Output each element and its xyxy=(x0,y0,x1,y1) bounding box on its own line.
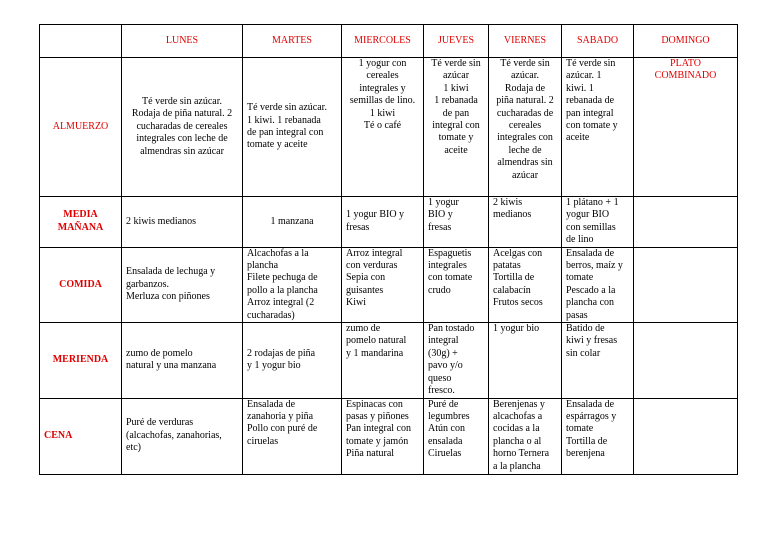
cell-line: 1 yogur bio xyxy=(493,323,540,335)
meal-label-cena: CENA xyxy=(40,398,122,474)
cell-cena-domingo xyxy=(634,398,738,474)
cell-line: tomate y aceite xyxy=(247,139,308,151)
cell-line: tomate xyxy=(566,423,594,435)
cell-line: azúcar xyxy=(442,70,470,82)
cell-line: Ensalada de xyxy=(566,247,615,259)
cell-line: a la plancha xyxy=(493,460,541,472)
cell-line: 1 kiwi xyxy=(369,107,396,119)
cell-line: integral xyxy=(428,335,459,347)
cell-cena-lunes xyxy=(122,398,243,474)
cell-almuerzo-domingo xyxy=(634,58,738,197)
cell-line: (alcachofas, zanahorias, xyxy=(126,429,222,441)
cell-line: Puré de verduras xyxy=(126,417,194,429)
cell-line: (30g) + xyxy=(428,347,458,359)
cell-line: almendras sin xyxy=(497,157,553,169)
cell-line: ensalada xyxy=(428,435,463,447)
cell-line: Rodaja de xyxy=(504,82,546,94)
cell-line: 1 yogur BIO y xyxy=(346,209,405,221)
cell-almuerzo-viernes xyxy=(489,58,562,197)
cell-cena-sabado xyxy=(562,398,634,474)
cell-line: almendras sin azúcar xyxy=(140,145,224,157)
cell-line: Ensalada de xyxy=(566,398,615,410)
header-row xyxy=(40,25,738,58)
cell-comida-miercoles xyxy=(342,247,424,322)
cell-merienda-jueves xyxy=(424,323,489,398)
cell-almuerzo-miercoles xyxy=(342,58,424,197)
cell-line: kiwi y fresas xyxy=(566,335,618,347)
day-header-lunes: LUNES xyxy=(122,25,243,58)
cell-line: Berenjenas y xyxy=(493,398,545,410)
cell-media-lunes xyxy=(122,197,243,248)
day-header-miercoles: MIERCOLES xyxy=(342,25,424,58)
cell-line: Rodaja de piña natural. 2 xyxy=(131,108,233,120)
cell-line: 1 plátano + 1 xyxy=(566,197,619,208)
cell-media-miercoles xyxy=(342,197,424,248)
cell-line: sin colar xyxy=(566,347,601,359)
cell-line: crudo xyxy=(428,284,451,296)
corner-cell xyxy=(40,25,122,58)
row-comida xyxy=(40,247,738,322)
cell-line: COMBINADO xyxy=(654,70,717,82)
cell-line: zanahoria y piña xyxy=(247,410,314,422)
row-almuerzo xyxy=(40,58,738,197)
cell-line: berenjena xyxy=(566,448,605,460)
cell-merienda-viernes xyxy=(489,323,562,398)
cell-comida-martes xyxy=(243,247,342,322)
cell-line: semillas de lino. xyxy=(349,95,416,107)
cell-line: Frutos secos xyxy=(493,297,543,309)
cell-media-jueves xyxy=(424,197,489,248)
cell-line: Alcachofas a la xyxy=(247,247,309,259)
cell-line: cucharadas de cereales xyxy=(136,120,228,132)
cell-line: espárragos y xyxy=(566,410,617,422)
cell-line: Té verde sin xyxy=(500,58,550,69)
cell-line: cocidas a la xyxy=(493,423,540,435)
cell-line: pan integral xyxy=(566,107,614,119)
cell-line: rebanada de xyxy=(566,95,615,107)
meal-label-merienda: MERIENDA xyxy=(40,323,122,398)
cell-cena-jueves xyxy=(424,398,489,474)
cell-merienda-miercoles xyxy=(342,323,424,398)
cell-line: Pan tostado xyxy=(428,323,475,335)
cell-line: Filete pechuga de xyxy=(247,272,318,284)
cell-line: alcachofas a xyxy=(493,410,543,422)
cell-line: 1 yogur xyxy=(428,197,459,208)
cell-line: integrales y xyxy=(359,82,406,94)
cell-line: Ciruelas xyxy=(428,448,462,460)
cell-line: Piña natural xyxy=(346,448,395,460)
cell-line: cereales xyxy=(366,70,399,82)
cell-line: integral con xyxy=(432,120,480,132)
cell-line: 1 kiwi. 1 rebanada xyxy=(247,114,321,126)
cell-line: y 1 yogur bio xyxy=(247,360,301,372)
cell-line: MAÑANA xyxy=(57,221,104,233)
day-header-jueves: JUEVES xyxy=(424,25,489,58)
cell-media-sabado xyxy=(562,197,634,248)
cell-line: pasas y piñones xyxy=(346,410,409,422)
cell-line: kiwi. 1 xyxy=(566,82,594,94)
weekly-diet-table xyxy=(39,24,738,475)
meal-label-comida: COMIDA xyxy=(40,247,122,322)
cell-line: horno Ternera xyxy=(493,448,550,460)
cell-line: azúcar. xyxy=(510,70,540,82)
cell-line: Té verde sin azúcar. xyxy=(247,102,327,114)
row-cena xyxy=(40,398,738,474)
cell-almuerzo-lunes xyxy=(122,58,243,197)
cell-line: garbanzos. xyxy=(126,278,170,290)
cell-line: con tomate y xyxy=(566,120,618,132)
cell-comida-viernes xyxy=(489,247,562,322)
cell-media-martes xyxy=(243,197,342,248)
cell-almuerzo-sabado xyxy=(562,58,634,197)
cell-line: cucharadas de xyxy=(496,107,554,119)
cell-line: Batido de xyxy=(566,323,605,335)
cell-line: piña natural. 2 xyxy=(496,95,554,107)
cell-line: Atún con xyxy=(428,423,465,435)
cell-line: Espaguetis xyxy=(428,247,472,259)
cell-line: natural y una manzana xyxy=(126,360,217,372)
cell-almuerzo-jueves xyxy=(424,58,489,197)
cell-line: pavo y/o xyxy=(428,360,463,372)
cell-line: plancha o al xyxy=(493,435,542,447)
day-header-domingo: DOMINGO xyxy=(634,25,738,58)
cell-line: aceite xyxy=(444,144,468,156)
cell-line: fresas xyxy=(346,221,370,233)
cell-almuerzo-martes xyxy=(243,58,342,197)
cell-line: de lino xyxy=(566,234,594,246)
cell-line: 2 kiwis xyxy=(493,197,523,208)
cell-line: azúcar. 1 xyxy=(566,70,602,82)
cell-line: guisantes xyxy=(346,284,384,296)
cell-line: aceite xyxy=(566,132,590,144)
cell-line: etc) xyxy=(126,442,141,454)
cell-line: pomelo natural xyxy=(346,335,407,347)
cell-line: 1 kiwi xyxy=(443,82,469,94)
cell-line: Kiwi xyxy=(346,297,366,309)
cell-line: PLATO xyxy=(670,58,701,69)
cell-line: Tortilla de xyxy=(493,272,535,284)
cell-line: pasas xyxy=(566,309,588,321)
cell-cena-martes xyxy=(243,398,342,474)
cell-line: zumo de pomelo xyxy=(126,347,193,359)
cell-line: 1 rebanada xyxy=(434,95,478,107)
cell-comida-jueves xyxy=(424,247,489,322)
cell-line: Tortilla de xyxy=(566,435,608,447)
row-media-manana xyxy=(40,197,738,248)
cell-line: integrales xyxy=(428,260,467,272)
cell-line: 2 kiwis medianos xyxy=(126,215,196,227)
cell-line: plancha xyxy=(247,260,279,272)
cell-merienda-lunes xyxy=(122,323,243,398)
cell-line: legumbres xyxy=(428,410,470,422)
cell-line: 2 rodajas de piña xyxy=(247,347,316,359)
cell-line: Pan integral con xyxy=(346,423,411,435)
cell-comida-sabado xyxy=(562,247,634,322)
cell-line: cucharadas) xyxy=(247,309,295,321)
day-header-martes: MARTES xyxy=(243,25,342,58)
cell-line: Té o café xyxy=(363,120,402,132)
day-header-viernes: VIERNES xyxy=(489,25,562,58)
cell-line: medianos xyxy=(493,209,532,221)
day-header-sabado: SABADO xyxy=(562,25,634,58)
cell-line: azúcar xyxy=(511,169,539,181)
cell-line: integrales con xyxy=(497,132,553,144)
cell-line: BIO y xyxy=(428,209,453,221)
cell-line: Merluza con piñones xyxy=(126,291,210,303)
cell-line: plancha con xyxy=(566,297,615,309)
cell-line: tomate y xyxy=(438,132,474,144)
cell-line: Acelgas con xyxy=(493,247,543,259)
cell-line: Pollo con puré de xyxy=(247,423,318,435)
cell-line: Sepia con xyxy=(346,272,386,284)
cell-line: de pan xyxy=(442,107,470,119)
cell-line: con tomate xyxy=(428,272,473,284)
cell-line: Té verde sin xyxy=(431,58,481,69)
cell-merienda-domingo xyxy=(634,323,738,398)
cell-line: pollo a la plancha xyxy=(247,284,318,296)
cell-line: integrales con leche de xyxy=(136,133,228,145)
cell-line: Té verde sin azúcar. xyxy=(142,95,222,107)
meal-label-media-manana xyxy=(40,197,122,248)
cell-line: con verduras xyxy=(346,260,398,272)
cell-line: Pescado a la xyxy=(566,284,616,296)
cell-line: Arroz integral (2 xyxy=(247,297,315,309)
cell-media-viernes xyxy=(489,197,562,248)
cell-line: calabacín xyxy=(493,284,531,296)
cell-line: fresco. xyxy=(428,385,455,397)
cell-line: y 1 mandarina xyxy=(346,347,404,359)
cell-line: zumo de xyxy=(346,323,381,335)
cell-line: con semillas xyxy=(566,221,616,233)
cell-line: 1 manzana xyxy=(270,215,314,227)
cell-line: queso xyxy=(428,372,452,384)
cell-line: 1 yogur con xyxy=(358,58,407,69)
cell-merienda-martes xyxy=(243,323,342,398)
cell-line: Puré de xyxy=(428,398,459,410)
cell-line: leche de xyxy=(508,144,542,156)
cell-line: cereales xyxy=(508,120,542,132)
cell-cena-viernes xyxy=(489,398,562,474)
cell-line: Arroz integral xyxy=(346,247,403,259)
cell-line: yogur BIO xyxy=(566,209,610,221)
meal-label-almuerzo: ALMUERZO xyxy=(40,58,122,197)
cell-line: Té verde sin xyxy=(566,58,616,69)
cell-line: ciruelas xyxy=(247,435,279,447)
cell-line: de pan integral con xyxy=(247,127,324,138)
cell-line: Ensalada de xyxy=(247,398,296,410)
cell-line: MEDIA xyxy=(63,209,98,221)
cell-cena-miercoles xyxy=(342,398,424,474)
cell-line: fresas xyxy=(428,221,452,233)
cell-line: berros, maíz y xyxy=(566,260,623,272)
cell-comida-lunes xyxy=(122,247,243,322)
cell-line: patatas xyxy=(493,260,521,272)
cell-line: tomate xyxy=(566,272,594,284)
cell-line: Espinacas con xyxy=(346,398,403,410)
row-merienda xyxy=(40,323,738,398)
cell-merienda-sabado xyxy=(562,323,634,398)
cell-media-domingo xyxy=(634,197,738,248)
cell-comida-domingo xyxy=(634,247,738,322)
cell-line: tomate y jamón xyxy=(346,435,409,447)
cell-line: Ensalada de lechuga y xyxy=(126,266,216,278)
